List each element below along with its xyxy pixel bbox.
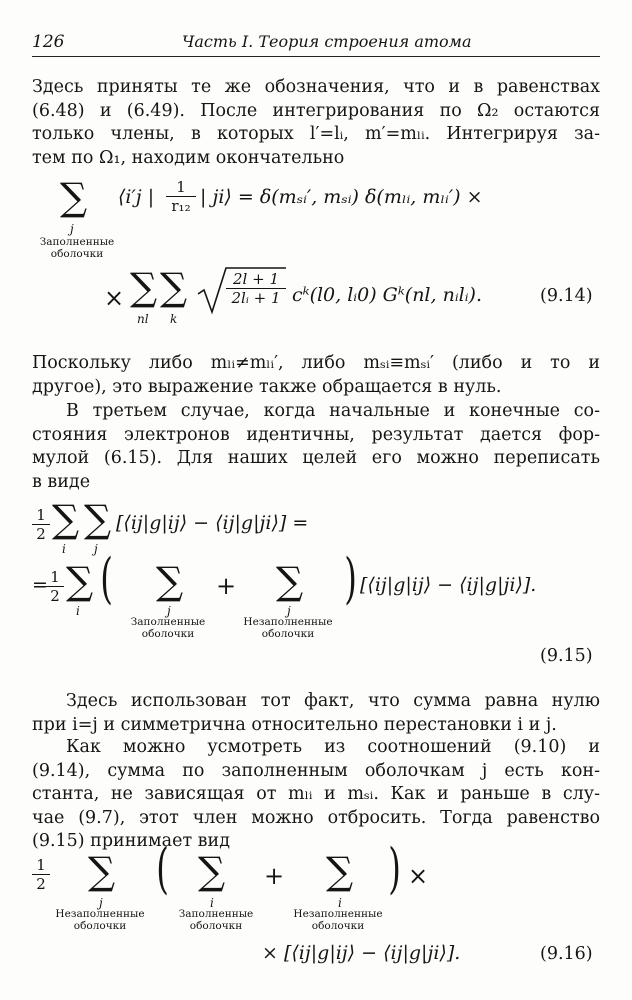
text-line: Здесь приняты те же обозначения, что и в равенствах xyxy=(32,77,600,97)
text-line: (6.48) и (6.49). После интегрирования по Ω₂ остаются xyxy=(32,100,600,121)
sum-symbol: ∑ xyxy=(276,559,304,603)
fraction-1-r12: $\frac{1}{\text{r₁₂}}$ xyxy=(166,178,196,215)
text-line: другое), это выражение также обращается в нуль. xyxy=(32,376,502,397)
sum-index: j xyxy=(70,222,74,236)
left-paren: ( xyxy=(100,547,113,610)
paragraph-3 xyxy=(32,400,600,494)
sum-symbol: ∑ xyxy=(52,497,80,541)
sum-symbol: ∑ xyxy=(66,559,94,603)
bra-ket-right: | ji⟩ = δ(mₛᵢ′, mₛᵢ) δ(mₗᵢ, mₗᵢ′) × xyxy=(200,186,483,208)
sum-index: i xyxy=(210,896,214,910)
sum-symbol: ∑ xyxy=(60,175,88,219)
sum-symbol: ∑ xyxy=(160,265,188,309)
text-line: (9.15) принимает вид xyxy=(32,831,230,851)
fraction-half: $\frac{1}{2}$ xyxy=(32,856,50,893)
equation-number: (9.14) xyxy=(540,286,593,306)
text-line: станта, не зависящая от mₗᵢ и mₛᵢ. Как и раньше в слу- xyxy=(32,784,600,804)
paragraph-2 xyxy=(32,352,600,399)
paragraph-4 xyxy=(32,690,600,737)
text-line: тем по Ω₁, находим окончательно xyxy=(32,147,345,168)
text-line: мулой (6.15). Для наших целей его можно переписать xyxy=(32,448,600,468)
page-number: 126 xyxy=(32,32,65,52)
paragraph-1 xyxy=(32,76,600,170)
bra-ket-left: ⟨i′j | xyxy=(118,186,155,208)
text-line: В третьем случае, когда начальные и конечные со- xyxy=(66,401,600,421)
right-paren: ) xyxy=(344,547,357,610)
sum-index: i xyxy=(62,542,66,556)
left-paren: ( xyxy=(156,837,169,900)
plus-sign: + xyxy=(216,572,237,600)
equation-line1-rest: [⟨ij|g|ij⟩ − ⟨ij|g|ji⟩] = xyxy=(116,512,309,534)
sum-symbol: ∑ xyxy=(326,849,354,893)
running-title: Часть I. Теория строения атома xyxy=(182,32,472,51)
text-line: только члены, в которых l′=lᵢ, m′=mₗᵢ. Интегрируя за- xyxy=(32,124,600,144)
sum-symbol: ∑ xyxy=(156,559,184,603)
fraction-half: $\frac{1}{2}$ xyxy=(46,568,64,605)
equation-rest: cᵏ(l0, lᵢ0) Gᵏ(nl, nᵢlᵢ). xyxy=(292,284,482,306)
sum-caption: Заполненные оболочки xyxy=(39,236,115,260)
times-sign: × xyxy=(408,862,429,890)
fraction-half: $\frac{1}{2}$ xyxy=(32,506,50,543)
equation-line2: × [⟨ij|g|ij⟩ − ⟨ij|g|ji⟩]. xyxy=(262,942,461,964)
sum-caption: Заполненные оболочки xyxy=(130,616,206,640)
equation-number: (9.16) xyxy=(540,944,593,964)
text-line: Поскольку либо mₗᵢ≠mₗᵢ′, либо mₛᵢ≡mₛᵢ′ (либо и то и xyxy=(32,353,600,373)
paragraph-5 xyxy=(32,736,600,854)
text-line: в виде xyxy=(32,471,91,492)
sum-caption: Незаполненные оболочки xyxy=(55,908,145,932)
plus-sign: + xyxy=(264,862,285,890)
text-line: Здесь использован тот факт, что сумма равна нулю xyxy=(66,691,600,711)
sum-symbol: ∑ xyxy=(84,497,112,541)
sum-symbol: ∑ xyxy=(198,849,226,893)
sum-index: j xyxy=(94,542,98,556)
times-sign: × xyxy=(104,284,125,312)
text-line: при i=j и симметрична относительно перестановки i и j. xyxy=(32,714,557,735)
sum-index: nl xyxy=(137,312,149,326)
equation-line2-rest: [⟨ij|g|ij⟩ − ⟨ij|g|ji⟩]. xyxy=(360,574,537,596)
sum-caption: Незаполненные оболочки xyxy=(243,616,333,640)
equation-number: (9.15) xyxy=(540,646,593,666)
text-line: чае (9.7), этот член можно отбросить. Тогда равенство xyxy=(32,807,600,828)
sqrt-fraction: $\frac{2l + 1}{\text{2lᵢ + 1}}$ xyxy=(226,270,286,307)
sum-index: i xyxy=(338,896,342,910)
sum-index: k xyxy=(170,312,178,326)
text-line: Как можно усмотреть из соотношений (9.10) и xyxy=(66,737,600,757)
sum-index: j xyxy=(287,604,291,618)
sum-caption: Незаполненные оболочки xyxy=(293,908,383,932)
text-line: стояния электронов идентичны, результат дается фор- xyxy=(32,424,600,445)
sum-index: j xyxy=(167,604,171,618)
sum-caption: Заполненные оболочкн xyxy=(178,908,254,932)
page-header xyxy=(32,30,600,57)
sum-index: i xyxy=(76,604,80,618)
sum-symbol: ∑ xyxy=(130,265,158,309)
right-paren: ) xyxy=(388,837,401,900)
text-line: (9.14), сумма по заполненным оболочкам j есть кон- xyxy=(32,760,600,781)
sum-index: j xyxy=(99,896,103,910)
equals-sign: = xyxy=(32,574,48,596)
sum-symbol: ∑ xyxy=(88,849,116,893)
